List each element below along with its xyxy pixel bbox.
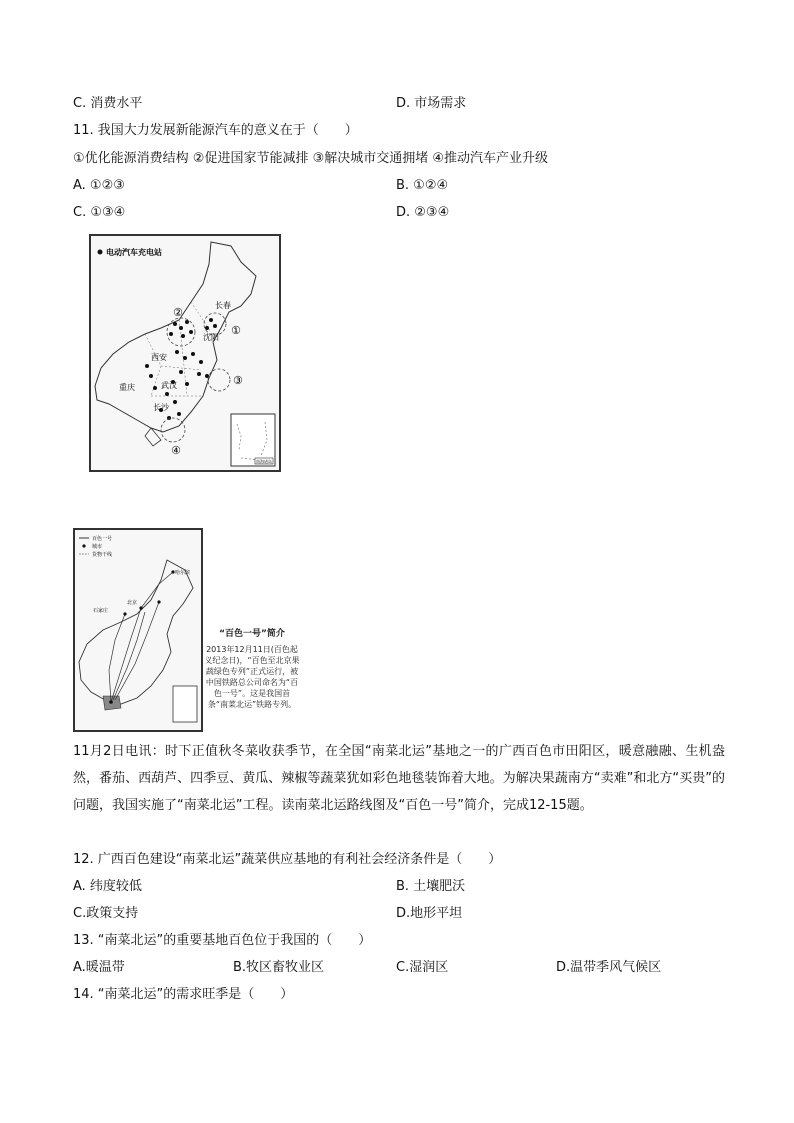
city-wuhan: 武汉 [161,381,177,390]
q13-option-c: C.湿润区 [396,960,449,975]
legend-city-icon [82,544,85,547]
circle-label-1: ① [231,324,241,337]
city-chongqing: 重庆 [119,383,135,392]
circle-label-2: ② [173,306,183,319]
circle-label-4: ④ [171,444,181,457]
q12-question: 12. 广西百色建设“南菜北运”蔬菜供应基地的有利社会经济条件是（ ） [73,852,502,867]
q10-option-c: C. 消费水平 [73,96,143,111]
q13-option-b: B.牧区畜牧业区 [233,960,325,975]
city-shijiazhuang: 石家庄 [93,608,109,614]
city-xian: 西安 [151,353,167,362]
vegetable-route-drawing [75,530,201,730]
baise-intro [204,629,300,710]
baise-intro-title: “百色一号”简介 [219,629,285,639]
legend-route: 百色一号 [92,536,113,542]
q14-question: 14. “南菜北运”的需求旺季是（ ） [73,987,294,1002]
route-lines [109,572,173,702]
legend-trunk: 货物干线 [92,552,113,558]
q11-option-b: B. ①②④ [396,178,449,193]
q12-option-a: A. 纬度较低 [73,879,142,894]
q12-option-d: D.地形平坦 [396,906,463,921]
q11-option-a: A. ①②③ [73,178,125,193]
q11-option-c: C. ①③④ [73,205,126,220]
inset-label: 南海诸岛 [256,459,272,464]
baise-intro-body: 2013年12月11日(百色起义纪念日)，“百色至北京果蔬绿色专列”正式运行，被中国铁路总公司命名为“百色一号”。这是我国首条“南菜北运”铁路专列。 [204,645,300,709]
legend-city: 城市 [92,544,103,550]
q10-option-d: D. 市场需求 [396,96,467,111]
map2-inset [173,686,197,722]
q12-option-b: B. 土壤肥沃 [396,879,466,894]
q13-option-a: A.暖温带 [73,960,125,975]
map2-legend [79,535,112,558]
map1-legend: 电动汽车充电站 [106,248,162,257]
q12-option-c: C.政策支持 [73,906,139,921]
q11-statements: ①优化能源消费结构 ②促进国家节能减排 ③解决城市交通拥堵 ④推动汽车产业升级 [73,151,549,166]
ev-charging-map-drawing [91,236,279,470]
map2-cities [109,570,174,703]
city-changchun: 长春 [215,301,231,310]
circle-label-3: ③ [233,374,243,387]
q13-question: 13. “南菜北运”的重要基地百色位于我国的（ ） [73,933,372,948]
map2-outline [79,560,193,704]
city-beijing: 北京 [127,600,138,606]
ev-charging-map [89,234,281,472]
vegetable-route-map [73,528,203,732]
reading-passage: 11月2日电讯：时下正值秋冬菜收获季节，在全国“南菜北运”基地之一的广西百色市田阳区，暖意融融、生机盎然，番茄、西葫芦、四季豆、黄瓜、辣椒等蔬菜犹如彩色地毯装饰着大地。为解决果蔬南方“卖难”和北方“买贵”的问题，我国实施了“南菜北运”工程。读南菜北运路线图及“百色一号”简介，完成12-15题。 [73,744,725,813]
city-harbin: 哈尔滨 [175,570,191,576]
q13-option-d: D.温带季风气候区 [556,960,662,975]
legend-dot-icon [98,250,103,255]
q11-option-d: D. ②③④ [396,205,450,220]
q11-question: 11. 我国大力发展新能源汽车的意义在于（ ） [73,123,358,138]
city-changsha: 长沙 [153,403,169,412]
city-shenyang: 沈阳 [203,333,219,342]
